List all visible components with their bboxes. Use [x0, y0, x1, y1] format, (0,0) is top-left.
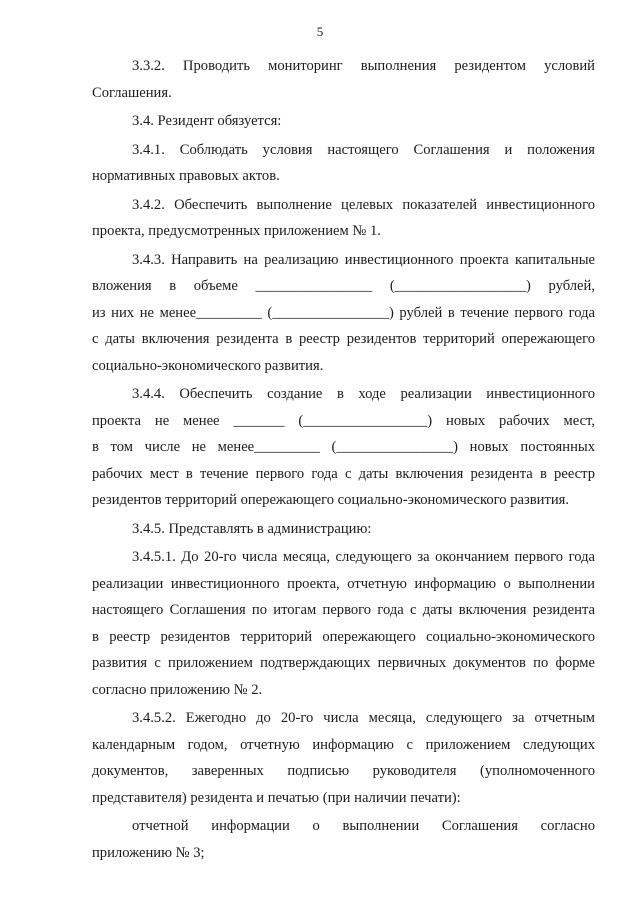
text-line: из них не менее_________ (________________) рублей в течение первого года [92, 304, 595, 321]
text-line: 3.4.5. Представлять в администрацию: [132, 520, 372, 537]
paragraph [92, 544, 595, 703]
text-line: Соглашения. [92, 84, 172, 101]
paragraph [92, 813, 595, 866]
paragraph [92, 137, 595, 190]
text-line: 3.4. Резидент обязуется: [132, 113, 282, 129]
text-line: реализации инвестиционного проекта, отчетную информацию о выполнении [92, 575, 595, 592]
text-line: приложению № 3; [92, 844, 205, 861]
text-line: 3.4.1. Соблюдать условия настоящего Соглашения и положения [132, 141, 595, 158]
paragraph [92, 516, 595, 543]
document-body [92, 53, 595, 866]
text-line: нормативных правовых актов. [92, 168, 280, 184]
text-line: с даты включения резидента в реестр резидентов территорий опережающего [92, 331, 595, 347]
text-line: резидентов территорий опережающего социально-экономического развития. [92, 492, 570, 508]
text-line: развития с приложением подтверждающих первичных документов по форме [92, 655, 595, 671]
text-line: 3.4.4. Обеспечить создание в ходе реализации инвестиционного [132, 386, 595, 402]
text-line: отчетной информации о выполнении Соглашения согласно [132, 818, 595, 834]
text-line: представителя) резидента и печатью (при наличии печати): [92, 789, 461, 806]
text-line: 3.4.2. Обеспечить выполнение целевых показателей инвестиционного [132, 196, 595, 213]
text-line: календарным годом, отчетную информацию с приложением следующих [92, 736, 595, 753]
paragraph [92, 247, 595, 380]
text-line: 3.4.5.1. До 20-го числа месяца, следующего за окончанием первого года [132, 549, 595, 565]
text-line: вложения в объеме ________________ (__________________) рублей, [92, 278, 595, 294]
text-line: 3.4.3. Направить на реализацию инвестиционного проекта капитальные [132, 251, 595, 268]
paragraph [92, 381, 595, 514]
paragraph [92, 192, 595, 245]
text-line: 3.4.5.2. Ежегодно до 20-го числа месяца, следующего за отчетным [132, 710, 595, 726]
text-line: документов, заверенных подписью руководителя (уполномоченного [92, 763, 595, 779]
paragraph [92, 53, 595, 106]
text-line: проекта не менее _______ (_________________) новых рабочих мест, [92, 412, 595, 429]
text-line: рабочих мест в течение первого года с даты включения резидента в реестр [92, 465, 595, 482]
paragraph [92, 705, 595, 811]
text-line: согласно приложению № 2. [92, 681, 263, 698]
paragraph [92, 108, 595, 135]
text-line: проекта, предусмотренных приложением № 1. [92, 223, 381, 239]
text-line: 3.3.2. Проводить мониторинг выполнения резидентом условий [132, 58, 595, 74]
text-line: в реестр резидентов территорий опережающего социально-экономического [92, 628, 595, 645]
text-line: социально-экономического развития. [92, 357, 324, 374]
text-line: настоящего Соглашения по итогам первого года с даты включения резидента [92, 602, 595, 618]
text-line: в том числе не менее_________ (________________) новых постоянных [92, 439, 595, 455]
page-number: 5 [316, 24, 324, 39]
